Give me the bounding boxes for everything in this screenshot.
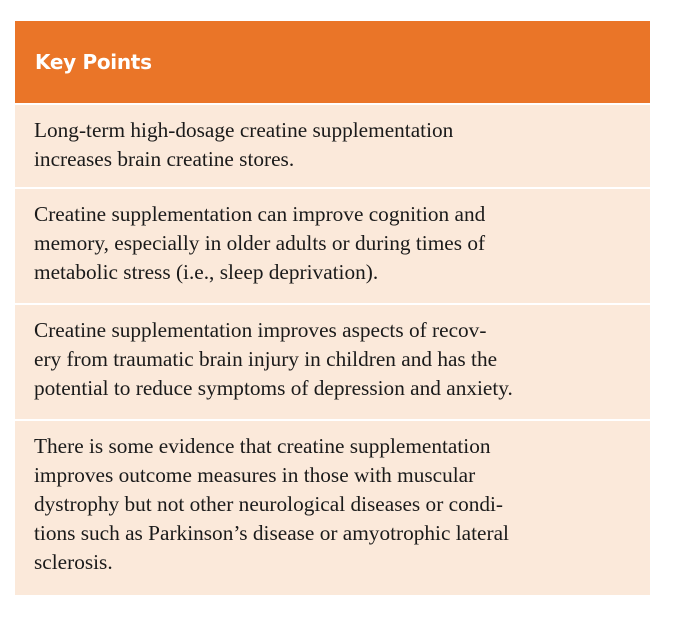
key-point-line: sclerosis.	[34, 550, 113, 574]
key-point-line: metabolic stress (i.e., sleep deprivation).	[34, 260, 379, 284]
key-point-line: tions such as Parkinson’s disease or amyotrophic lateral	[34, 521, 509, 545]
key-point-text	[34, 432, 644, 577]
key-point-item	[15, 103, 650, 187]
key-point-text	[34, 200, 644, 287]
key-point-item	[15, 419, 650, 595]
key-points-header	[15, 21, 650, 103]
key-point-line: improves outcome measures in those with muscular	[34, 463, 476, 487]
key-point-text	[34, 316, 644, 403]
key-points-title: Key Points	[35, 50, 152, 74]
key-point-line: Long-term high-dosage creatine supplementation	[34, 118, 454, 142]
key-point-line: There is some evidence that creatine supplementation	[34, 434, 491, 458]
key-point-text	[34, 116, 644, 174]
key-point-item	[15, 303, 650, 419]
key-point-item	[15, 187, 650, 303]
key-point-line: Creatine supplementation improves aspects of recov-	[34, 318, 487, 342]
key-point-line: increases brain creatine stores.	[34, 147, 295, 171]
key-point-line: Creatine supplementation can improve cognition and	[34, 202, 486, 226]
key-points-box	[15, 21, 650, 595]
key-point-line: dystrophy but not other neurological diseases or condi-	[34, 492, 504, 516]
key-point-line: ery from traumatic brain injury in children and has the	[34, 347, 498, 371]
key-point-line: memory, especially in older adults or during times of	[34, 231, 486, 255]
key-point-line: potential to reduce symptoms of depression and anxiety.	[34, 376, 513, 400]
